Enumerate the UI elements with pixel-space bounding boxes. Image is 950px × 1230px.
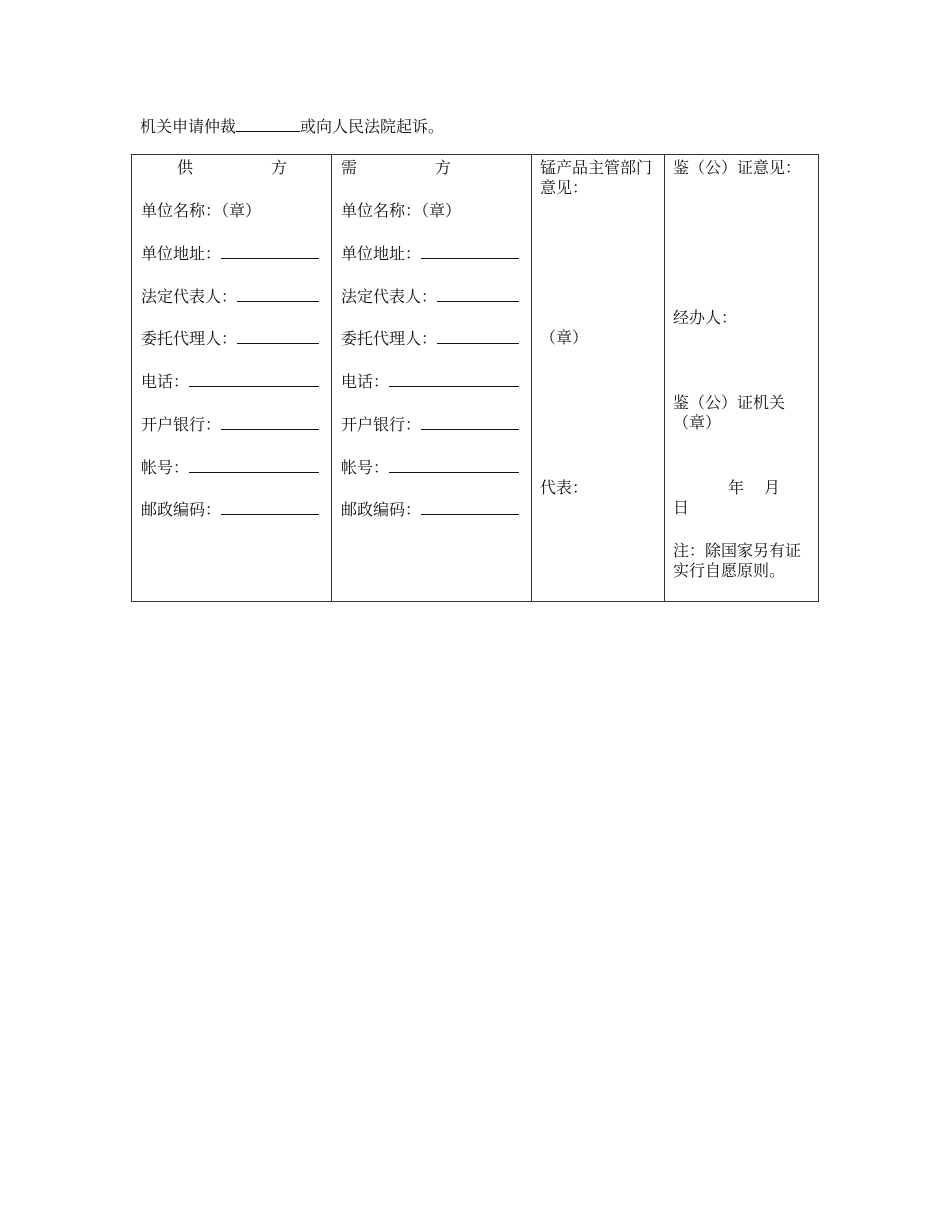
fill-line [189, 371, 319, 387]
fill-line [221, 499, 319, 515]
field-label: 帐号： [141, 458, 190, 477]
intro-text-before: 机关申请仲裁 [140, 117, 237, 136]
authority-seal: （章） [540, 328, 589, 347]
authority-column [531, 155, 664, 601]
buyer-address-field [341, 243, 519, 264]
fill-line [389, 457, 519, 473]
supplier-header-char-2: 方 [271, 158, 288, 177]
field-label: 邮政编码： [141, 500, 222, 519]
fill-line [437, 286, 519, 302]
fill-line [421, 499, 519, 515]
supplier-agent-field [141, 328, 319, 349]
fill-line [237, 286, 319, 302]
supplier-address-field [141, 243, 319, 264]
field-label: 单位地址： [341, 244, 422, 263]
intro-text-after: 或向人民法院起诉。 [300, 117, 445, 136]
notary-office-seal: 鉴（公）证机关（章） [673, 393, 786, 432]
buyer-account-field [341, 457, 519, 478]
notary-note: 注：除国家另有证实行自愿原则。 [673, 541, 802, 580]
buyer-column [331, 155, 531, 601]
supplier-bank-field [141, 414, 319, 435]
notary-year-label: 年 [728, 478, 745, 497]
fill-line [421, 243, 519, 259]
notary-month-label: 月 [764, 478, 781, 497]
supplier-column [132, 155, 331, 601]
field-label: 开户银行： [341, 415, 422, 434]
buyer-legal-rep-field [341, 286, 519, 307]
buyer-unit-name: 单位名称：（章） [341, 201, 462, 220]
supplier-legal-rep-field [141, 286, 319, 307]
supplier-phone-field [141, 371, 319, 392]
authority-opinion-label: 锰产品主管部门意见： [540, 158, 653, 197]
buyer-phone-field [341, 371, 519, 392]
supplier-unit-name: 单位名称：（章） [141, 201, 262, 220]
field-label: 法定代表人： [141, 287, 238, 306]
intro-line [140, 115, 444, 137]
fill-line [389, 371, 519, 387]
field-label: 委托代理人： [341, 329, 438, 348]
field-label: 委托代理人： [141, 329, 238, 348]
buyer-header-char-2: 方 [435, 158, 452, 177]
supplier-header-char-1: 供 [177, 158, 194, 177]
notary-day-label: 日 [673, 498, 690, 517]
authority-representative-label: 代表： [540, 478, 589, 497]
buyer-postcode-field [341, 499, 519, 520]
supplier-postcode-field [141, 499, 319, 520]
fill-line [221, 414, 319, 430]
fill-line [237, 328, 319, 344]
field-label: 电话： [141, 372, 190, 391]
arbitration-blank [236, 115, 300, 132]
fill-line [421, 414, 519, 430]
field-label: 开户银行： [141, 415, 222, 434]
buyer-bank-field [341, 414, 519, 435]
fill-line [189, 457, 319, 473]
signature-table [131, 154, 819, 602]
fill-line [437, 328, 519, 344]
notary-handler-label: 经办人： [673, 308, 738, 327]
buyer-header-char-1: 需 [341, 158, 358, 177]
supplier-account-field [141, 457, 319, 478]
notary-column [664, 155, 818, 601]
field-label: 单位地址： [141, 244, 222, 263]
fill-line [221, 243, 319, 259]
field-label: 法定代表人： [341, 287, 438, 306]
field-label: 邮政编码： [341, 500, 422, 519]
field-label: 帐号： [341, 458, 390, 477]
field-label: 电话： [341, 372, 390, 391]
notary-opinion-label: 鉴（公）证意见： [673, 158, 802, 177]
buyer-agent-field [341, 328, 519, 349]
